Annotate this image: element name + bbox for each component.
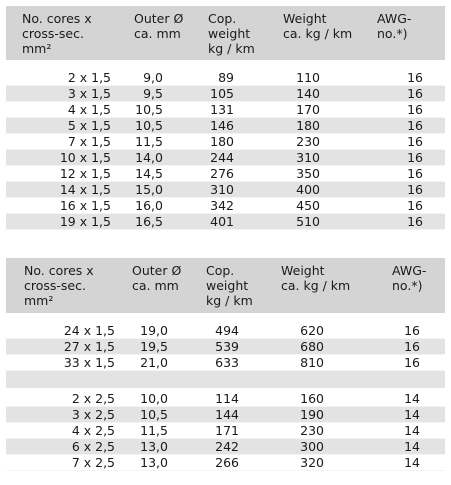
header-awg: AWG- no.*) [377, 11, 412, 41]
cell-weight: 350 [296, 166, 320, 181]
cell-awg: 16 [407, 134, 423, 149]
cell-copper-weight: 114 [215, 391, 239, 406]
cell-weight: 680 [300, 339, 324, 354]
cell-copper-weight: 342 [210, 198, 234, 213]
cell-cores: 2 x 2,5 [71, 391, 115, 406]
table-header [6, 258, 445, 313]
header-weight: Weight ca. kg / km [281, 263, 351, 293]
cell-weight: 140 [296, 86, 320, 101]
cell-copper-weight: 244 [210, 150, 234, 165]
cell-cores: 5 x 1,5 [67, 118, 111, 133]
table-row [6, 118, 445, 134]
cell-awg: 16 [407, 150, 423, 165]
cell-outer-diameter: 10,0 [140, 391, 168, 406]
cable-table-2 [6, 258, 445, 471]
cell-cores: 3 x 2,5 [71, 407, 115, 422]
table-body [6, 313, 445, 471]
table-row [6, 150, 445, 166]
table-row [6, 323, 445, 339]
cell-outer-diameter: 15,0 [135, 182, 163, 197]
header-awg: AWG- no.*) [392, 263, 427, 293]
cell-awg: 14 [404, 439, 420, 454]
cell-copper-weight: 144 [215, 407, 239, 422]
cell-copper-weight: 276 [210, 166, 234, 181]
cell-outer-diameter: 10,5 [140, 407, 168, 422]
cell-awg: 16 [404, 323, 420, 338]
cell-outer-diameter: 14,5 [135, 166, 163, 181]
cell-weight: 510 [296, 214, 320, 229]
cell-cores: 16 x 1,5 [59, 198, 111, 213]
cell-awg: 14 [404, 455, 420, 470]
table-row [6, 166, 445, 182]
cell-copper-weight: 401 [210, 214, 234, 229]
table-header [6, 6, 445, 60]
cell-weight: 310 [296, 150, 320, 165]
cell-outer-diameter: 14,0 [135, 150, 163, 165]
table-row [6, 407, 445, 423]
cell-cores: 7 x 1,5 [67, 134, 111, 149]
table-row [6, 198, 445, 214]
cell-outer-diameter: 19,5 [140, 339, 168, 354]
cell-outer-diameter: 9,0 [143, 70, 163, 85]
table-row [6, 339, 445, 355]
cell-outer-diameter: 13,0 [140, 455, 168, 470]
cell-awg: 16 [407, 214, 423, 229]
header-copper-weight: Cop. weight kg / km [206, 263, 253, 308]
cell-awg: 14 [404, 423, 420, 438]
cell-copper-weight: 89 [218, 70, 234, 85]
cell-awg: 16 [407, 198, 423, 213]
cell-weight: 110 [296, 70, 320, 85]
cell-weight: 230 [300, 423, 324, 438]
header-cores: No. cores x cross-sec. mm² [22, 11, 92, 56]
table-row [6, 102, 445, 118]
table-row [6, 423, 445, 439]
cell-copper-weight: 242 [215, 439, 239, 454]
cell-copper-weight: 180 [210, 134, 234, 149]
cell-cores: 3 x 1,5 [67, 86, 111, 101]
cell-copper-weight: 131 [210, 102, 234, 117]
header-cores: No. cores x cross-sec. mm² [24, 263, 94, 308]
cell-weight: 400 [296, 182, 320, 197]
cell-weight: 170 [296, 102, 320, 117]
header-outer-diameter: Outer Ø ca. mm [134, 11, 184, 41]
cell-cores: 10 x 1,5 [59, 150, 111, 165]
cell-awg: 16 [407, 166, 423, 181]
cell-outer-diameter: 11,5 [140, 423, 168, 438]
header-copper-weight: Cop. weight kg / km [208, 11, 255, 56]
cell-weight: 300 [300, 439, 324, 454]
cell-weight: 180 [296, 118, 320, 133]
cell-weight: 160 [300, 391, 324, 406]
cell-outer-diameter: 16,5 [135, 214, 163, 229]
cell-copper-weight: 539 [215, 339, 239, 354]
table-row [6, 214, 445, 230]
cell-weight: 320 [300, 455, 324, 470]
cell-cores: 4 x 1,5 [67, 102, 111, 117]
table-row [6, 439, 445, 455]
cell-awg: 16 [404, 355, 420, 370]
cell-awg: 16 [407, 70, 423, 85]
cell-awg: 16 [407, 102, 423, 117]
cell-copper-weight: 310 [210, 182, 234, 197]
cell-outer-diameter: 21,0 [140, 355, 168, 370]
cell-cores: 7 x 2,5 [71, 455, 115, 470]
cell-awg: 16 [407, 86, 423, 101]
cell-outer-diameter: 19,0 [140, 323, 168, 338]
table-row [6, 134, 445, 150]
cell-outer-diameter: 10,5 [135, 102, 163, 117]
table-row [6, 391, 445, 407]
cell-awg: 16 [407, 182, 423, 197]
table-row [6, 70, 445, 86]
cell-weight: 810 [300, 355, 324, 370]
cell-copper-weight: 146 [210, 118, 234, 133]
cell-awg: 14 [404, 407, 420, 422]
table-row [6, 355, 445, 371]
cell-weight: 620 [300, 323, 324, 338]
cell-awg: 14 [404, 391, 420, 406]
cable-table-1 [6, 6, 445, 230]
cell-outer-diameter: 9,5 [143, 86, 163, 101]
cell-cores: 6 x 2,5 [71, 439, 115, 454]
cell-copper-weight: 171 [215, 423, 239, 438]
cell-copper-weight: 633 [215, 355, 239, 370]
cell-copper-weight: 266 [215, 455, 239, 470]
header-outer-diameter: Outer Ø ca. mm [132, 263, 182, 293]
cell-cores: 12 x 1,5 [59, 166, 111, 181]
cell-outer-diameter: 11,5 [135, 134, 163, 149]
cell-cores: 2 x 1,5 [67, 70, 111, 85]
cell-outer-diameter: 10,5 [135, 118, 163, 133]
cell-outer-diameter: 13,0 [140, 439, 168, 454]
table-row [6, 182, 445, 198]
group-separator [6, 371, 445, 388]
cell-outer-diameter: 16,0 [135, 198, 163, 213]
cell-copper-weight: 105 [210, 86, 234, 101]
cell-weight: 450 [296, 198, 320, 213]
cell-cores: 14 x 1,5 [59, 182, 111, 197]
cell-weight: 190 [300, 407, 324, 422]
cell-copper-weight: 494 [215, 323, 239, 338]
cell-awg: 16 [407, 118, 423, 133]
table-row [6, 455, 445, 471]
cell-cores: 33 x 1,5 [63, 355, 115, 370]
cell-cores: 24 x 1,5 [63, 323, 115, 338]
cell-cores: 27 x 1,5 [63, 339, 115, 354]
table-row [6, 86, 445, 102]
table-body [6, 60, 445, 230]
cell-cores: 4 x 2,5 [71, 423, 115, 438]
header-weight: Weight ca. kg / km [283, 11, 353, 41]
cell-cores: 19 x 1,5 [59, 214, 111, 229]
cell-weight: 230 [296, 134, 320, 149]
cell-awg: 16 [404, 339, 420, 354]
